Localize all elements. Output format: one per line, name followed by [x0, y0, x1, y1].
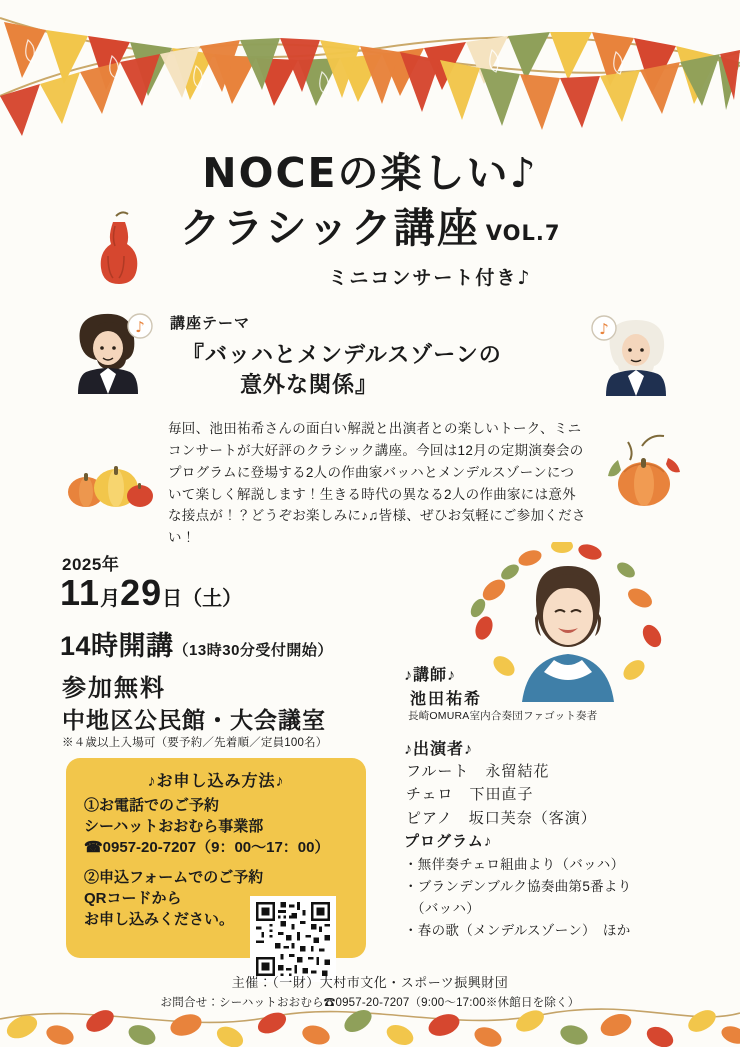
- event-date-month-unit: 月: [100, 588, 121, 610]
- lecturer-affiliation: 長崎OMURA室内合奏団ファゴット奏者: [408, 710, 598, 722]
- performer-item: チェロ 下田直子: [406, 786, 534, 804]
- application-title: ♪お申し込み方法♪: [147, 773, 285, 790]
- lecturer-name: 池田祐希: [410, 691, 483, 708]
- event-capacity-note: ※４歳以上入場可（要予約／先着順／定員100名）: [62, 737, 328, 749]
- performers-list: [406, 760, 597, 830]
- event-time: [60, 624, 333, 663]
- application-phone: ☎0957-20-7207（9：00～17：00）: [84, 839, 330, 856]
- event-date-day-unit: 日: [162, 588, 183, 610]
- lecturer-photo: [470, 542, 666, 702]
- bottom-leaf-border-decoration: [0, 977, 740, 1047]
- svg-text:♪: ♪: [599, 320, 609, 338]
- event-fee: 参加無料: [62, 675, 166, 702]
- pumpkin-group-right-icon: [598, 432, 690, 514]
- theme-label: 講座テーマ: [170, 315, 251, 332]
- performers-heading: ♪出演者♪: [404, 741, 474, 758]
- mendelssohn-portrait-icon: [588, 310, 684, 402]
- application-line-1: ①お電話でのご予約: [84, 797, 220, 814]
- program-item: （バッハ）: [404, 900, 481, 916]
- bach-portrait-icon: [62, 306, 158, 398]
- theme-line-2: 意外な関係』: [240, 372, 379, 397]
- pumpkin-group-left-icon: [62, 440, 158, 510]
- program-list: [404, 854, 694, 941]
- application-line-2: シーハットおおむら事業部: [84, 818, 264, 835]
- program-item: ・無伴奏チェロ組曲より（バッハ）: [404, 857, 625, 872]
- event-time-note: （13時30分受付開始）: [173, 642, 333, 659]
- title-subtitle: ミニコンサート付き♪: [328, 266, 532, 289]
- program-heading: プログラム♪: [404, 833, 493, 850]
- performer-item: フルート 永留結花: [406, 763, 550, 780]
- theme-line-1: 『バッハとメンデルスゾーンの: [182, 342, 502, 367]
- description-paragraph: 毎回、池田祐希さんの面白い解説と出演者との楽しいトーク、ミニコンサートが大好評のクラシック講座。今回は12月の定期演奏会のプログラムに登場する2人の作曲家バッハとメンデルスゾーンについて楽しく解説します！生きる時代の異なる2人の作曲家には意外な接点が！？どうぞお楽しみに♪♫皆様、ぜひお気軽にご参加ください！: [168, 421, 586, 546]
- title-line-2-text: クラシック講座: [179, 204, 480, 253]
- application-line-4: ②申込フォームでのご予約: [84, 869, 264, 886]
- application-line-5: QRコードから: [84, 890, 182, 907]
- title-line-1: NOCEの楽しい♪: [202, 149, 538, 197]
- event-year: 2025年: [62, 555, 120, 574]
- event-date-day: 29: [120, 572, 163, 613]
- application-line-6: お申し込みください。: [84, 911, 235, 928]
- event-date-month: 11: [60, 572, 101, 613]
- title-volume: VOL.7: [485, 221, 561, 246]
- footer-contact: お問合せ：シーハットおおむら☎0957-20-7207（9:00～17:00※休館日を除く）: [160, 997, 580, 1009]
- event-venue: 中地区公民館・大会議室: [62, 707, 326, 733]
- event-date: [60, 572, 242, 614]
- event-weekday: （土）: [182, 588, 243, 610]
- title-line-2: [0, 203, 740, 254]
- program-item: ・春の歌（メンデルスゾーン） ほか: [404, 922, 631, 938]
- bunting-garland-decoration: [0, 0, 740, 170]
- program-item: ・ブランデンブルク協奏曲第5番より: [404, 878, 632, 894]
- event-time-main: 14時開講: [60, 631, 174, 661]
- performer-item: ピアノ 坂口芙奈（客演）: [406, 809, 597, 827]
- lecturer-heading: ♪講師♪: [404, 667, 457, 684]
- qr-code-icon[interactable]: [250, 896, 336, 982]
- poster-title-block: [0, 148, 740, 290]
- svg-text:♪: ♪: [135, 318, 145, 336]
- footer-organizer: 主催：（一財）大村市文化・スポーツ振興財団: [231, 975, 509, 990]
